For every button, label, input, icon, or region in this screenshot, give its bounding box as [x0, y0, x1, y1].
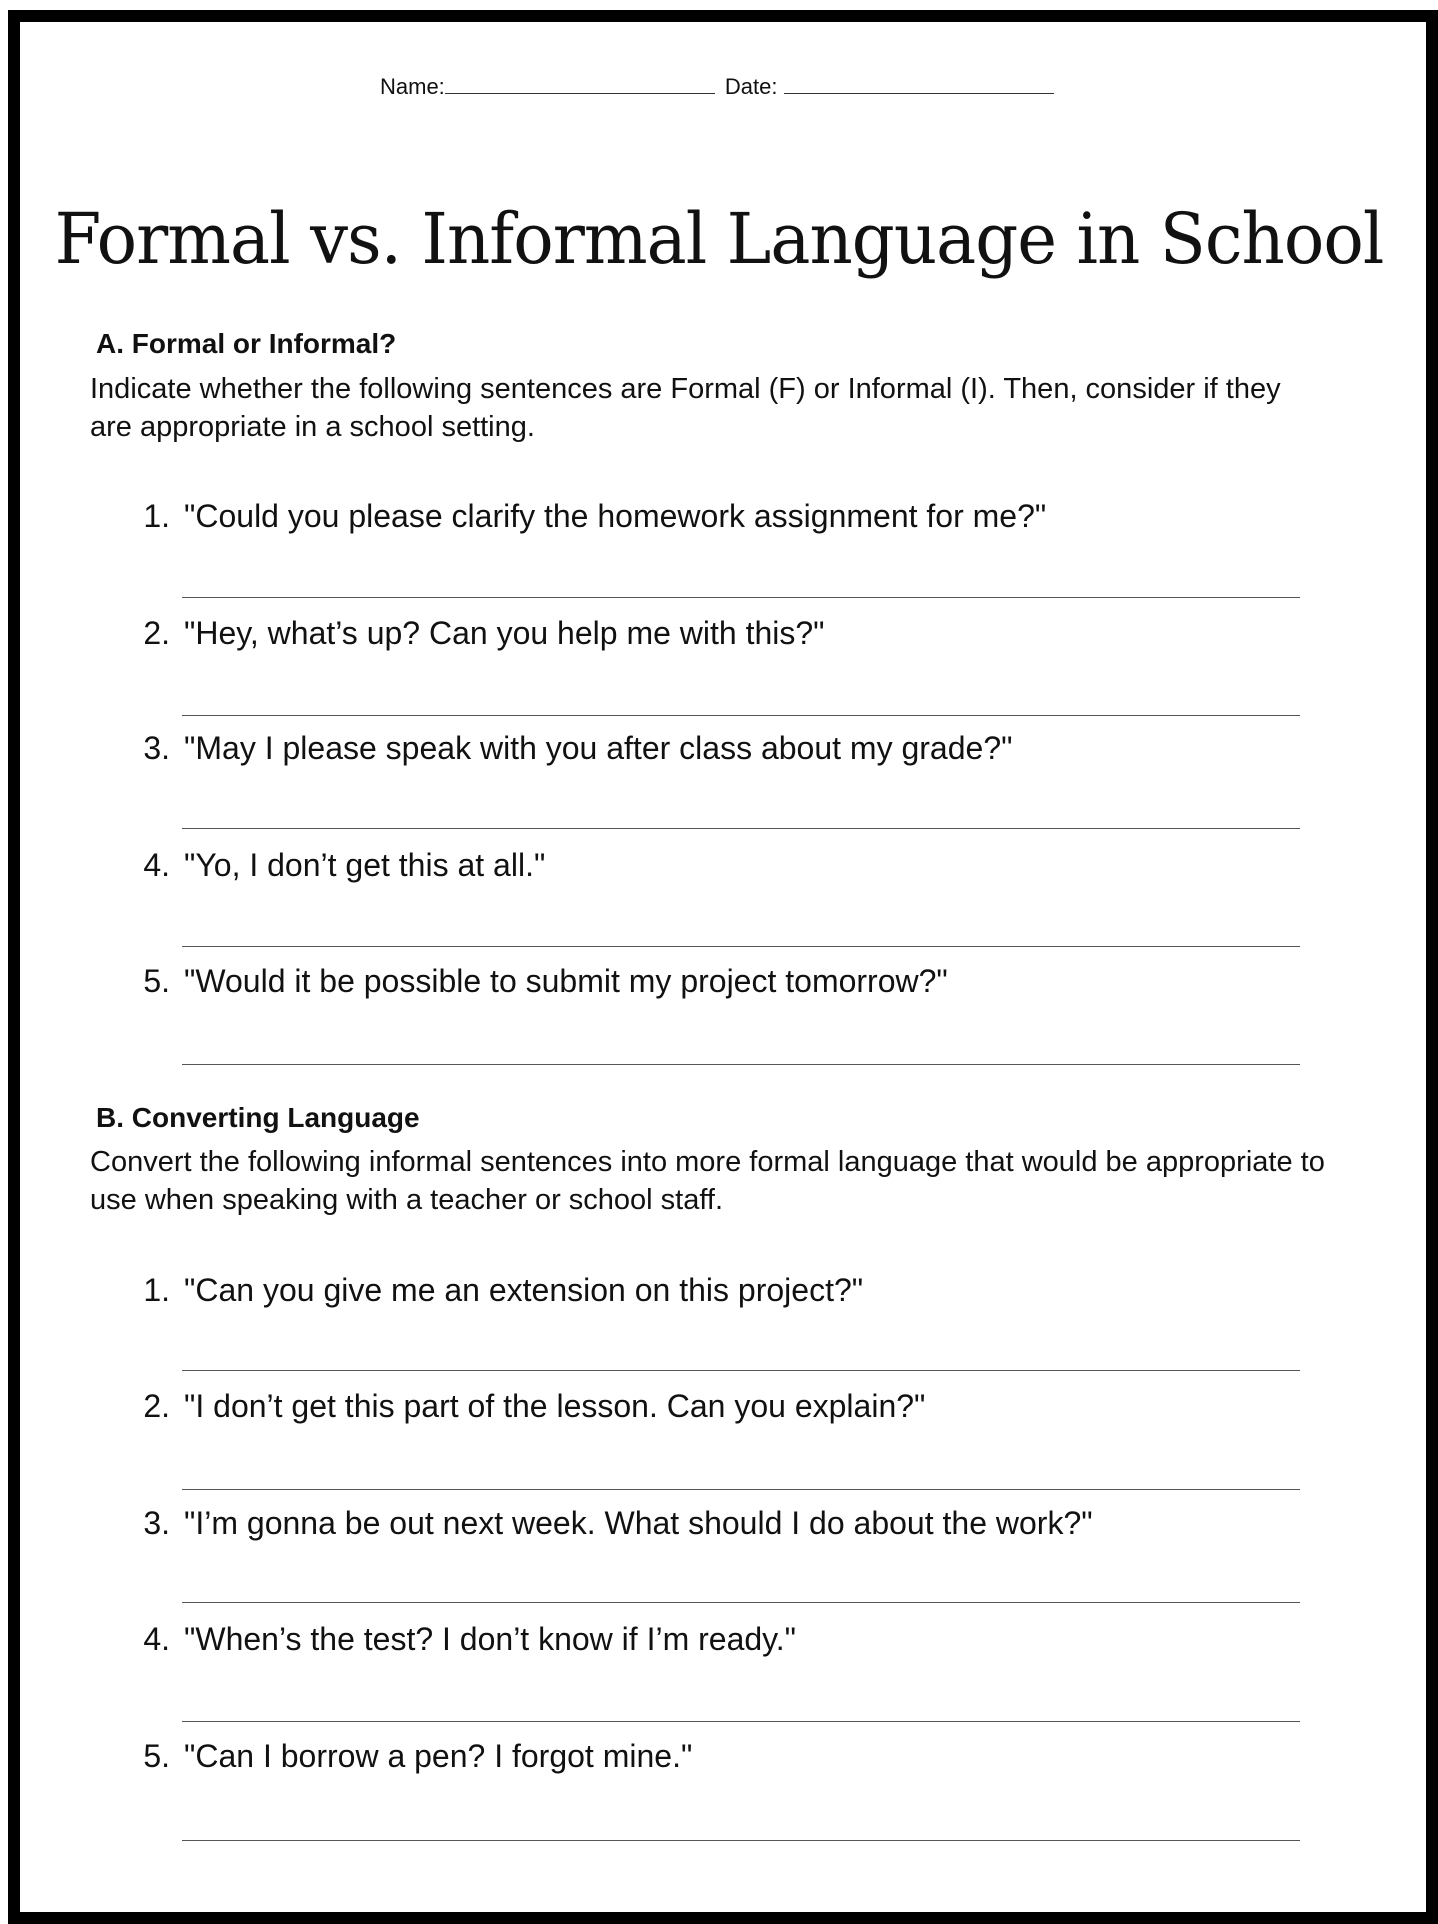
section-a-answer-line-4[interactable] — [182, 946, 1300, 947]
item-number: 1. — [143, 498, 170, 534]
section-b-answer-line-5[interactable] — [182, 1840, 1300, 1841]
item-text: "Can I borrow a pen? I forgot mine." — [184, 1738, 693, 1774]
section-b-answer-line-1[interactable] — [182, 1370, 1300, 1371]
item-number: 2. — [143, 615, 170, 651]
item-text: "May I please speak with you after class about my grade?" — [184, 730, 1013, 766]
section-a-heading: A. Formal or Informal? — [96, 328, 397, 359]
item-number: 4. — [143, 847, 170, 883]
section-b-answer-line-2[interactable] — [182, 1489, 1300, 1490]
section-a-item-5 — [120, 963, 948, 1000]
section-a-instructions: Indicate whether the following sentences are Formal (F) or Informal (I). Then, consider if they are appropriate in a school setting. — [90, 373, 1281, 443]
section-a-item-3 — [120, 730, 1012, 767]
section-a-item-4 — [120, 847, 545, 884]
section-b-instructions: Convert the following informal sentences into more formal language that would be appropriate to use when speaking with a teacher or school staff. — [90, 1146, 1325, 1216]
section-b-heading: B. Converting Language — [96, 1102, 420, 1133]
item-number: 5. — [143, 1738, 170, 1774]
item-number: 4. — [143, 1621, 170, 1657]
name-field[interactable] — [445, 92, 715, 94]
item-text: "Could you please clarify the homework assignment for me?" — [184, 498, 1047, 534]
name-date-header — [380, 74, 1058, 100]
section-b-answer-line-3[interactable] — [182, 1602, 1300, 1603]
worksheet-title: Formal vs. Informal Language in School — [54, 198, 1384, 280]
section-b-item-5 — [120, 1738, 692, 1775]
section-b-answer-line-4[interactable] — [182, 1721, 1300, 1722]
date-field[interactable] — [784, 92, 1054, 94]
item-text: "I’m gonna be out next week. What should I do about the work?" — [184, 1505, 1093, 1541]
section-a-answer-line-1[interactable] — [182, 597, 1300, 598]
date-label: Date: — [724, 74, 778, 99]
item-number: 5. — [143, 963, 170, 999]
item-text: "Can you give me an extension on this project?" — [184, 1272, 864, 1308]
item-text: "I don’t get this part of the lesson. Can you explain?" — [184, 1388, 926, 1424]
section-a-answer-line-2[interactable] — [182, 715, 1300, 716]
section-b-item-3 — [120, 1505, 1093, 1542]
section-a-answer-line-3[interactable] — [182, 828, 1300, 829]
item-number: 1. — [143, 1272, 170, 1308]
item-number: 3. — [143, 730, 170, 766]
name-label: Name: — [380, 74, 445, 99]
section-b-item-2 — [120, 1388, 925, 1425]
item-number: 3. — [143, 1505, 170, 1541]
item-text: "When’s the test? I don’t know if I’m ready." — [184, 1621, 797, 1657]
section-a-item-2 — [120, 615, 825, 652]
section-a-item-1 — [120, 498, 1046, 535]
item-text: "Yo, I don’t get this at all." — [184, 847, 546, 883]
section-a-answer-line-5[interactable] — [182, 1064, 1300, 1065]
section-b-item-4 — [120, 1621, 796, 1658]
item-text: "Hey, what’s up? Can you help me with this?" — [184, 615, 825, 651]
item-text: "Would it be possible to submit my project tomorrow?" — [184, 963, 948, 999]
section-b-item-1 — [120, 1272, 863, 1309]
item-number: 2. — [143, 1388, 170, 1424]
